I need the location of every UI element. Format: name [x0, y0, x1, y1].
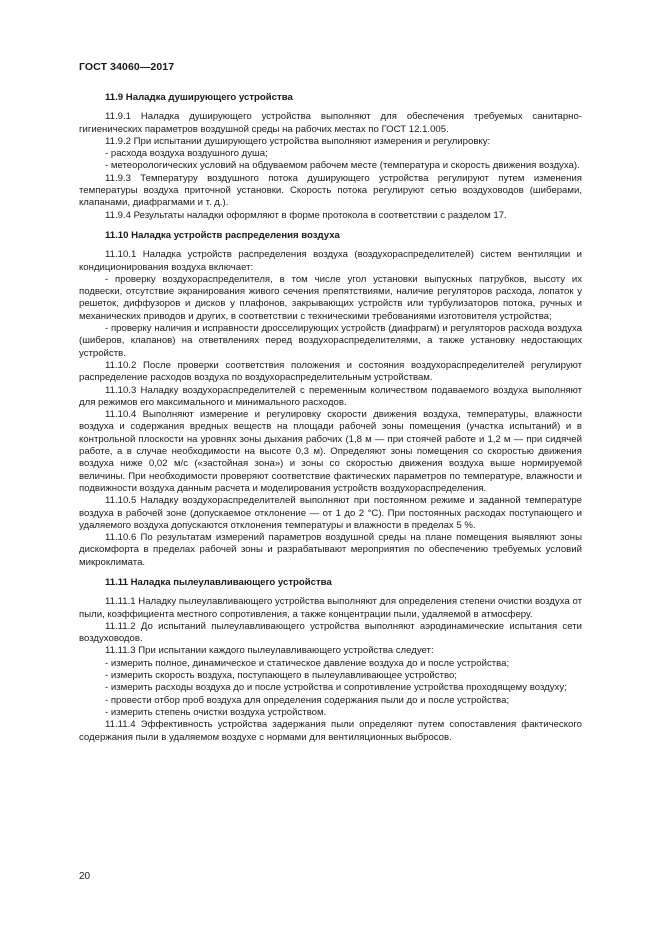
list-item: - расхода воздуха воздушного душа;: [105, 148, 268, 160]
paragraph: 11.10.6 По результатам измерений параметров воздушной среды на плане помещения выявляют зоны дискомфорта в пределах рабочей зоны и разрабатывают мероприятия по обеспечению требуемых условий микроклимата.: [79, 532, 582, 568]
paragraph: 11.11.4 Эффективность устройства задержания пыли определяют путем сопоставления фактического содержания пыли в удаляемом воздухе с нормами для вентиляционных выбросов.: [79, 719, 582, 743]
paragraph: 11.10.2 После проверки соответствия положения и состояния воздухораспределителей регулируют распределение расходов воздуха по воздухораспределительным устройствам.: [79, 359, 582, 384]
list-item: - измерить расходы воздуха до и после устройства и сопротивление устройства проходящему воздуху;: [105, 682, 567, 694]
paragraph: 11.11.3 При испытании каждого пылеулавливающего устройства следует:: [105, 645, 434, 657]
paragraph: 11.10.1 Наладка устройств распределения воздуха (воздухораспределителей) систем вентиляции и кондиционирования воздуха включает:: [79, 249, 582, 273]
list-item: - проверку наличия и исправности дросселирующих устройств (диафрагм) и регуляторов расхода воздуха (шиберов, клапанов) на ответвлениях перед воздухораспределителями, а также установку недостающих устройств.: [79, 323, 582, 359]
paragraph: 11.10.4 Выполняют измерение и регулировку скорости движения воздуха, температуры, влажности воздуха и содержания вредных веществ на площади рабочей зоны помещения (участка испытаний) и в контрольной плоскости на уровнях зоны дыхания рабочих (1,8 м — при стоячей работе и 1,2 м — при сидячей работе, а в случае необходимости на высоте 0,3 м). Определяют зоны помещения со скоростью движения воздуха ниже 0,02 м/с («застойная зона») и зоны со скоростью движения воздуха выше нормируемой величины. При необходимости проверяют соответствие фактических параметров по температуре, влажности и подвижности воздуха данным расчета и моделирования устройств воздухораспределения.: [79, 409, 582, 494]
paragraph: 11.9.1 Наладка душирующего устройства выполняют для обеспечения требуемых санитарно-гигиенических параметров воздушной среды на рабочих местах по ГОСТ 12.1.005.: [79, 111, 582, 135]
list-item: - проверку воздухораспределителя, в том числе угол установки выпускных патрубков, высоту их подвески, отсутствие экранирования живого сечения препятствиями, наличие регуляторов расхода, лопаток у решеток, диффузоров и дисков у плафонов, закрывающих устройств или турбулизаторов потока, ручных и механических приводов и других, в соответствии с техническими требованиями изготовителя устройства;: [79, 273, 582, 322]
list-item: - измерить полное, динамическое и статическое давление воздуха до и после устройства;: [105, 657, 510, 669]
list-item: - метеорологических условий на обдуваемом рабочем месте (температура и скорость движения воздуха).: [105, 160, 580, 172]
document-header: ГОСТ 34060—2017: [79, 61, 175, 73]
list-item: - измерить скорость воздуха, поступающего в пылеулавливающее устройство;: [105, 670, 457, 682]
section-heading: 11.11 Наладка пылеулавливающего устройства: [105, 576, 332, 588]
section-heading: 11.10 Наладка устройств распределения воздуха: [105, 229, 340, 241]
paragraph: 11.9.3 Температуру воздушного потока душирующего устройства регулируют путем изменения температуры воздуха приточной установки. Скорость потока регулируют сетью воздуховодов (шиберами, клапанами, диафрагмами и т. д.).: [79, 172, 582, 209]
paragraph: 11.10.5 Наладку воздухораспределителей выполняют при постоянном режиме и заданной температуре воздуха в рабочей зоне (допускаемое отклонение — от 1 до 2 °С). При постоянных расходах поступающего и удаляемого воздуха допускаются отклонения температуры и влажности в пределах 5 %.: [79, 495, 582, 531]
list-item: - провести отбор проб воздуха для определения содержания пыли до и после устройства;: [105, 694, 510, 706]
paragraph: 11.9.4 Результаты наладки оформляют в форме протокола в соответствии с разделом 17.: [105, 209, 507, 221]
paragraph: 11.10.3 Наладку воздухораспределителей с переменным количеством подаваемого воздуха выполняют для режимов его максимального и минимального расходов.: [79, 384, 582, 408]
paragraph: 11.11.2 До испытаний пылеулавливающего устройства выполняют аэродинамические испытания сети воздуховодов.: [79, 620, 582, 645]
list-item: - измерить степень очистки воздуха устройством.: [105, 706, 327, 718]
section-heading: 11.9 Наладка душирующего устройства: [105, 92, 293, 103]
page-number: 20: [79, 871, 91, 882]
paragraph: 11.9.2 При испытании душирующего устройства выполняют измерения и регулировку:: [105, 135, 491, 147]
document-body: [79, 92, 582, 744]
paragraph: 11.11.1 Наладку пылеулавливающего устройства выполняют для определения степени очистки воздуха от пыли, коэффициента местного сопротивления, а также концентрации пыли, удаляемой в атмосферу.: [79, 596, 582, 620]
